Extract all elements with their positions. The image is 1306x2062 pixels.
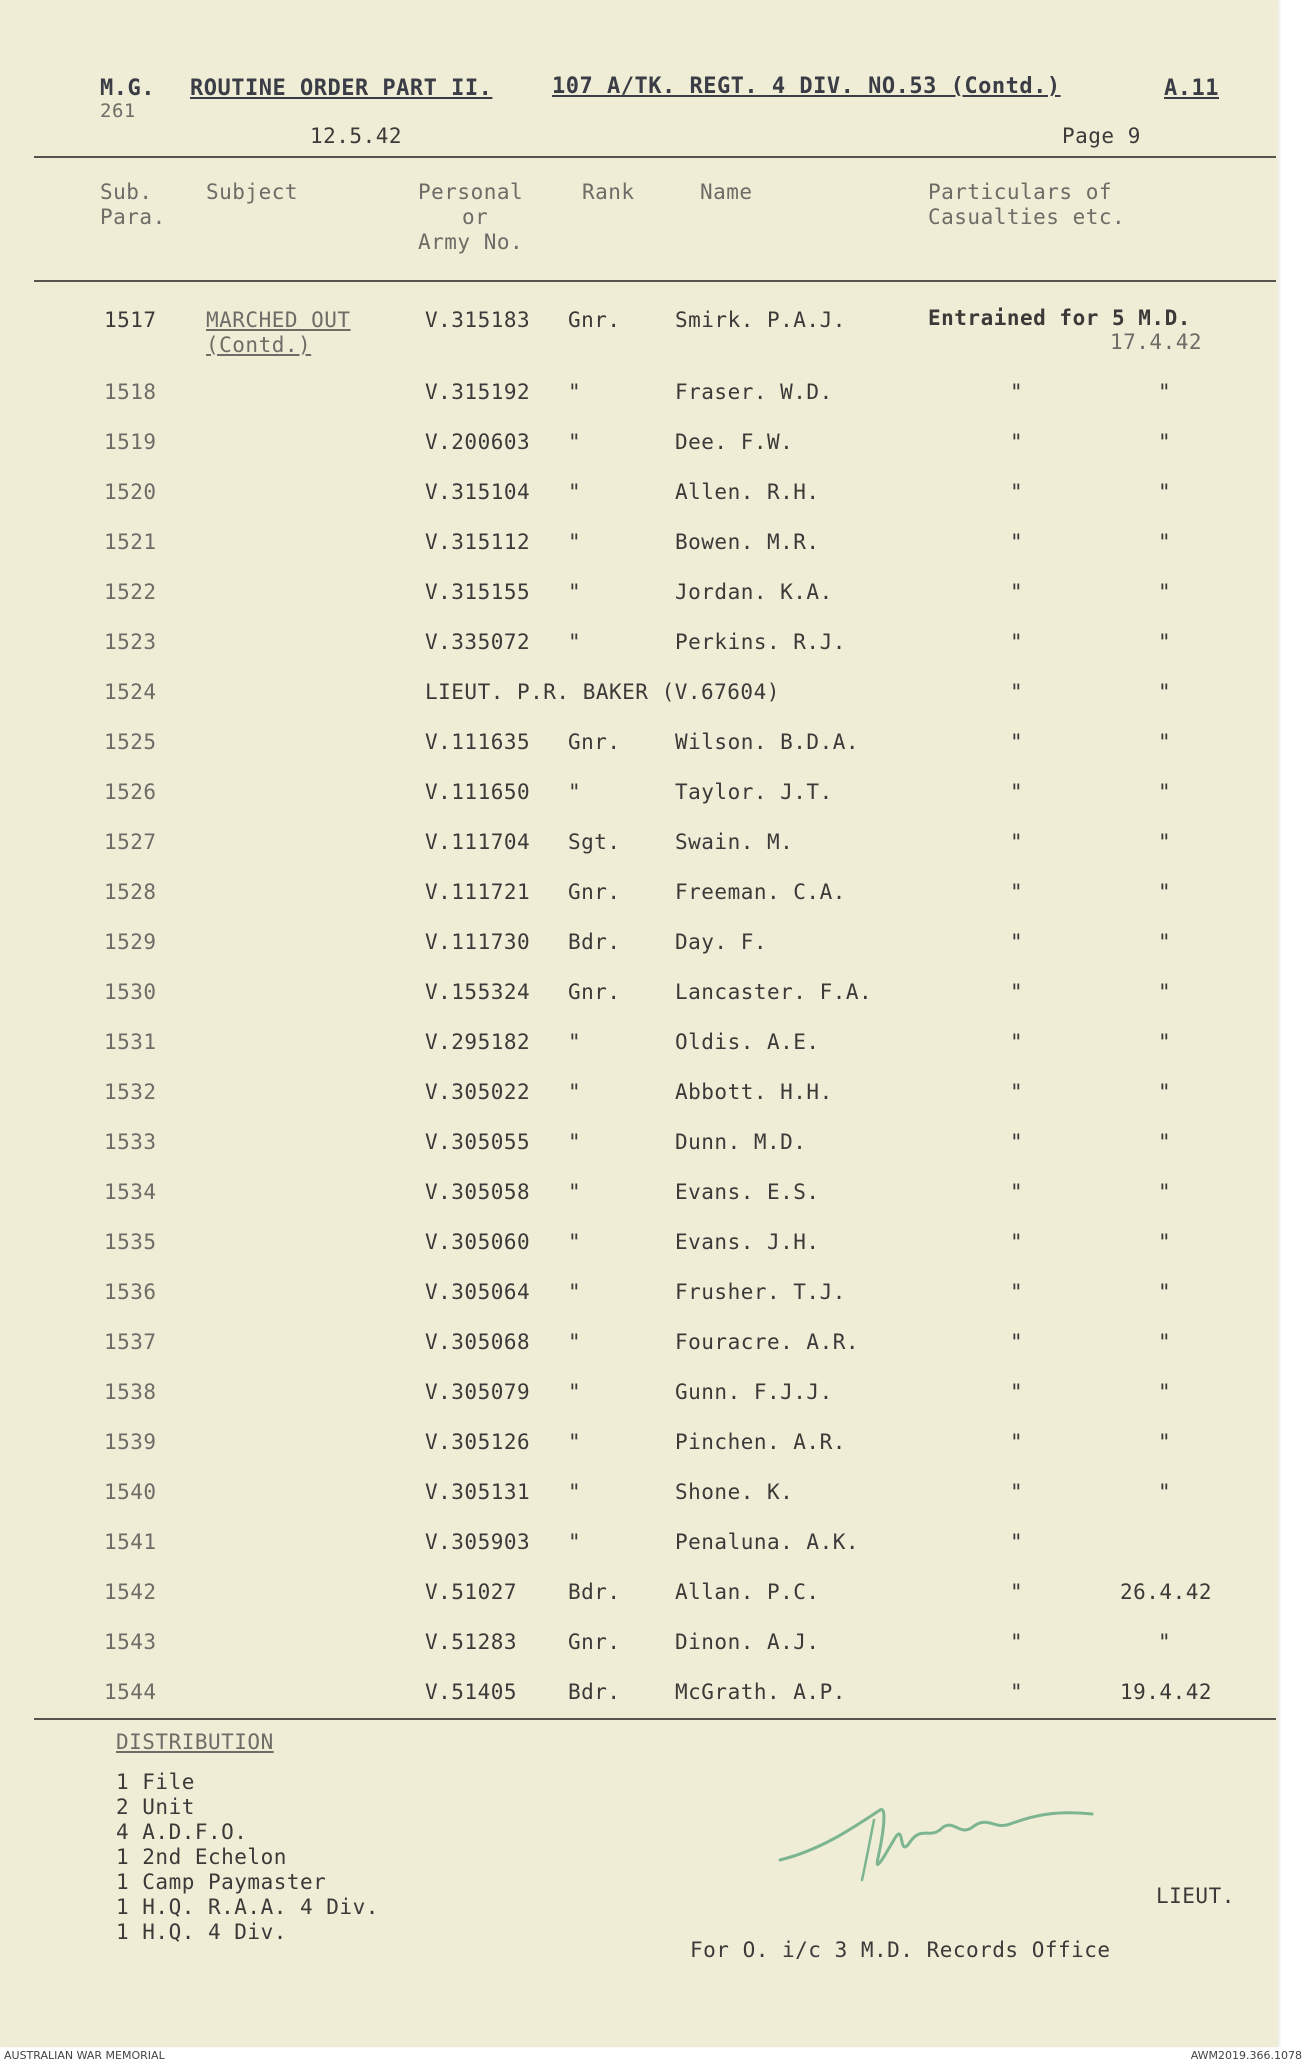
row-army-no: V.305079	[425, 1380, 531, 1404]
row-sub-para: 1520	[104, 480, 157, 504]
row-army-no: V.335072	[425, 630, 531, 654]
row-particulars-date: "	[1158, 1380, 1172, 1404]
row-particulars-date: "	[1158, 480, 1172, 504]
col-subject: Subject	[206, 180, 299, 204]
row-army-no: V.51405	[425, 1680, 518, 1704]
col-particulars-2: Casualties etc.	[928, 205, 1126, 229]
row-name: Abbott. H.H.	[675, 1080, 833, 1104]
row-rank: Gnr.	[568, 980, 621, 1004]
row-rank: "	[568, 1530, 582, 1554]
signatory-rank: LIEUT.	[1156, 1884, 1235, 1908]
row-particulars: "	[1010, 1030, 1024, 1054]
row-particulars-date: "	[1158, 780, 1172, 804]
row-army-no: V.111721	[425, 880, 531, 904]
row-sub-para: 1543	[104, 1630, 157, 1654]
row-sub-para: 1523	[104, 630, 157, 654]
row-army-no: V.305131	[425, 1480, 531, 1504]
distribution-item: 1 Camp Paymaster	[116, 1870, 327, 1894]
row-particulars: "	[1010, 1080, 1024, 1104]
row-rank: Bdr.	[568, 1580, 621, 1604]
row-army-no: V.111650	[425, 780, 531, 804]
row-sub-para: 1532	[104, 1080, 157, 1104]
row-name: Dunn. M.D.	[675, 1130, 807, 1154]
row-name: Jordan. K.A.	[675, 580, 833, 604]
entry-subject-contd: (Contd.)	[206, 333, 312, 357]
row-name: Fouracre. A.R.	[675, 1330, 860, 1354]
row-particulars: "	[1010, 880, 1024, 904]
row-rank: "	[568, 780, 582, 804]
row-particulars-date: "	[1158, 1080, 1172, 1104]
row-rank: "	[568, 480, 582, 504]
row-particulars: "	[1010, 980, 1024, 1004]
row-rank: "	[568, 1330, 582, 1354]
row-name: Gunn. F.J.J.	[675, 1380, 833, 1404]
row-particulars: "	[1010, 1380, 1024, 1404]
row-sub-para: 1524	[104, 680, 157, 704]
row-particulars-date: "	[1158, 730, 1172, 754]
row-particulars-date: "	[1158, 1130, 1172, 1154]
row-army-no: V.315192	[425, 380, 531, 404]
archive-footer-right: AWM2019.366.1078	[1190, 2049, 1302, 2062]
row-army-no: V.111704	[425, 830, 531, 854]
row-particulars-date: "	[1158, 630, 1172, 654]
row-name: Fraser. W.D.	[675, 380, 833, 404]
row-rank: Gnr.	[568, 880, 621, 904]
row-particulars: "	[1010, 1330, 1024, 1354]
row-particulars: "	[1010, 830, 1024, 854]
col-particulars-1: Particulars of	[928, 180, 1113, 204]
entry-particulars-date: 17.4.42	[1110, 330, 1203, 354]
row-particulars: "	[1010, 1580, 1024, 1604]
distribution-item: 4 A.D.F.O.	[116, 1820, 248, 1844]
row-name: Lancaster. F.A.	[675, 980, 873, 1004]
row-army-no: V.305126	[425, 1430, 531, 1454]
row-particulars: "	[1010, 630, 1024, 654]
row-army-no: V.305068	[425, 1330, 531, 1354]
row-sub-para: 1521	[104, 530, 157, 554]
row-particulars-date: "	[1158, 1230, 1172, 1254]
row-rank: Bdr.	[568, 1680, 621, 1704]
row-sub-para: 1519	[104, 430, 157, 454]
row-particulars-date: "	[1158, 1630, 1172, 1654]
row-particulars-date: "	[1158, 1330, 1172, 1354]
row-sub-para: 1538	[104, 1380, 157, 1404]
row-sub-para: 1539	[104, 1430, 157, 1454]
entry-name: Smirk. P.A.J.	[675, 308, 846, 332]
column-header-rule	[34, 280, 1276, 282]
ref-number: 261	[100, 100, 136, 122]
row-army-no: V.315155	[425, 580, 531, 604]
row-particulars-date: "	[1158, 880, 1172, 904]
row-name: Evans. E.S.	[675, 1180, 820, 1204]
row-sub-para: 1542	[104, 1580, 157, 1604]
row-sub-para: 1530	[104, 980, 157, 1004]
row-particulars: "	[1010, 680, 1024, 704]
row-rank: "	[568, 630, 582, 654]
row-particulars: "	[1010, 730, 1024, 754]
row-name: Oldis. A.E.	[675, 1030, 820, 1054]
row-name: Taylor. J.T.	[675, 780, 833, 804]
col-army-no-2: or	[462, 205, 489, 229]
row-rank: "	[568, 1080, 582, 1104]
row-name: Perkins. R.J.	[675, 630, 846, 654]
row-sub-para: 1537	[104, 1330, 157, 1354]
row-particulars: "	[1010, 1230, 1024, 1254]
row-name: Allan. P.C.	[675, 1580, 820, 1604]
row-army-no: V.51027	[425, 1580, 518, 1604]
row-sub-para: 1526	[104, 780, 157, 804]
row-particulars: "	[1010, 1130, 1024, 1154]
row-sub-para: 1518	[104, 380, 157, 404]
row-name: Swain. M.	[675, 830, 794, 854]
row-particulars: "	[1010, 1180, 1024, 1204]
row-name: Freeman. C.A.	[675, 880, 846, 904]
row-rank: "	[568, 1280, 582, 1304]
row-army-no: V.155324	[425, 980, 531, 1004]
row-particulars-date: "	[1158, 530, 1172, 554]
row-rank: "	[568, 1230, 582, 1254]
row-army-no: V.200603	[425, 430, 531, 454]
row-particulars: "	[1010, 430, 1024, 454]
row-army-no: V.305060	[425, 1230, 531, 1254]
entry-rank: Gnr.	[568, 308, 621, 332]
row-name: Dinon. A.J.	[675, 1630, 820, 1654]
row-name: Pinchen. A.R.	[675, 1430, 846, 1454]
row-sub-para: 1528	[104, 880, 157, 904]
row-particulars-date: "	[1158, 930, 1172, 954]
folio-number: A.11	[1164, 76, 1219, 101]
row-sub-para: 1535	[104, 1230, 157, 1254]
row-particulars-date: "	[1158, 580, 1172, 604]
col-army-no-1: Personal	[418, 180, 524, 204]
row-particulars: "	[1010, 1280, 1024, 1304]
row-particulars-date: "	[1158, 1430, 1172, 1454]
row-particulars: "	[1010, 580, 1024, 604]
row-particulars: "	[1010, 1630, 1024, 1654]
row-rank: "	[568, 380, 582, 404]
col-sub-para-1: Sub.	[100, 180, 153, 204]
row-particulars-date: "	[1158, 980, 1172, 1004]
row-sub-para: 1540	[104, 1480, 157, 1504]
row-particulars: "	[1010, 1530, 1024, 1554]
row-army-no: V.315104	[425, 480, 531, 504]
row-rank: Bdr.	[568, 930, 621, 954]
unit-title: 107 A/TK. REGT. 4 DIV. NO.53 (Contd.)	[552, 74, 1061, 99]
row-rank: "	[568, 530, 582, 554]
row-sub-para: 1531	[104, 1030, 157, 1054]
row-rank: "	[568, 1380, 582, 1404]
row-particulars-date: "	[1158, 1030, 1172, 1054]
ref-code: M.G.	[100, 76, 155, 101]
row-army-no: V.305064	[425, 1280, 531, 1304]
row-name: Evans. J.H.	[675, 1230, 820, 1254]
distribution-item: 2 Unit	[116, 1795, 195, 1819]
row-army-no: V.305055	[425, 1130, 531, 1154]
row-name: Penaluna. A.K.	[675, 1530, 860, 1554]
row-sub-para: 1529	[104, 930, 157, 954]
row-army-no: V.111730	[425, 930, 531, 954]
row-rank: Gnr.	[568, 1630, 621, 1654]
row-particulars-date: 26.4.42	[1120, 1580, 1213, 1604]
row-rank: "	[568, 1030, 582, 1054]
row-name: Day. F.	[675, 930, 768, 954]
row-sub-para: 1541	[104, 1530, 157, 1554]
row-particulars: "	[1010, 1430, 1024, 1454]
row-army-no: V.295182	[425, 1030, 531, 1054]
row-name: Bowen. M.R.	[675, 530, 820, 554]
distribution-item: 1 File	[116, 1770, 195, 1794]
row-name: Frusher. T.J.	[675, 1280, 846, 1304]
order-date: 12.5.42	[310, 124, 403, 148]
row-particulars-date: "	[1158, 1180, 1172, 1204]
row-particulars: "	[1010, 530, 1024, 554]
row-name: Dee. F.W.	[675, 430, 794, 454]
entry-army-no: V.315183	[425, 308, 531, 332]
row-rank: Sgt.	[568, 830, 621, 854]
col-sub-para-2: Para.	[100, 205, 166, 229]
row-sub-para: 1527	[104, 830, 157, 854]
records-office: For O. i/c 3 M.D. Records Office	[690, 1938, 1111, 1962]
distribution-title: DISTRIBUTION	[116, 1730, 274, 1754]
row-rank: "	[568, 1180, 582, 1204]
row-sub-para: 1533	[104, 1130, 157, 1154]
row-particulars-date: "	[1158, 380, 1172, 404]
signature-mark	[770, 1780, 1100, 1900]
distribution-item: 1 H.Q. 4 Div.	[116, 1920, 287, 1944]
row-army-no: V.315112	[425, 530, 531, 554]
row-name: Allen. R.H.	[675, 480, 820, 504]
row-sub-para: 1522	[104, 580, 157, 604]
row-particulars-date: "	[1158, 430, 1172, 454]
row-rank: "	[568, 1430, 582, 1454]
row-particulars-date: "	[1158, 680, 1172, 704]
row-sub-para: 1536	[104, 1280, 157, 1304]
row-army-no: V.305058	[425, 1180, 531, 1204]
row-army-no: LIEUT. P.R. BAKER (V.67604)	[425, 680, 780, 704]
row-sub-para: 1544	[104, 1680, 157, 1704]
row-name: Wilson. B.D.A.	[675, 730, 860, 754]
page-number: Page 9	[1062, 124, 1141, 148]
col-name: Name	[700, 180, 753, 204]
row-particulars-date: 19.4.42	[1120, 1680, 1213, 1704]
row-particulars: "	[1010, 380, 1024, 404]
distribution-item: 1 H.Q. R.A.A. 4 Div.	[116, 1895, 379, 1919]
row-sub-para: 1534	[104, 1180, 157, 1204]
row-army-no: V.305903	[425, 1530, 531, 1554]
row-rank: "	[568, 580, 582, 604]
row-particulars: "	[1010, 930, 1024, 954]
row-particulars: "	[1010, 1480, 1024, 1504]
distribution-item: 1 2nd Echelon	[116, 1845, 287, 1869]
header-rule	[34, 156, 1276, 158]
col-rank: Rank	[582, 180, 635, 204]
row-army-no: V.305022	[425, 1080, 531, 1104]
row-sub-para: 1525	[104, 730, 157, 754]
row-rank: "	[568, 1480, 582, 1504]
entry-subject: MARCHED OUT	[206, 308, 351, 332]
row-name: Shone. K.	[675, 1480, 794, 1504]
row-particulars-date: "	[1158, 830, 1172, 854]
archive-footer-left: AUSTRALIAN WAR MEMORIAL	[4, 2049, 165, 2062]
row-particulars: "	[1010, 1680, 1024, 1704]
row-particulars-date: "	[1158, 1280, 1172, 1304]
row-particulars-date: "	[1158, 1480, 1172, 1504]
col-army-no-3: Army No.	[418, 230, 524, 254]
order-title: ROUTINE ORDER PART II.	[190, 76, 493, 101]
row-army-no: V.51283	[425, 1630, 518, 1654]
row-particulars: "	[1010, 780, 1024, 804]
row-rank: "	[568, 430, 582, 454]
row-rank: Gnr.	[568, 730, 621, 754]
row-army-no: V.111635	[425, 730, 531, 754]
row-name: McGrath. A.P.	[675, 1680, 846, 1704]
entry-sub-para: 1517	[104, 308, 157, 332]
row-particulars: "	[1010, 480, 1024, 504]
table-end-rule	[34, 1718, 1276, 1720]
row-rank: "	[568, 1130, 582, 1154]
entry-particulars: Entrained for 5 M.D.	[928, 306, 1191, 330]
